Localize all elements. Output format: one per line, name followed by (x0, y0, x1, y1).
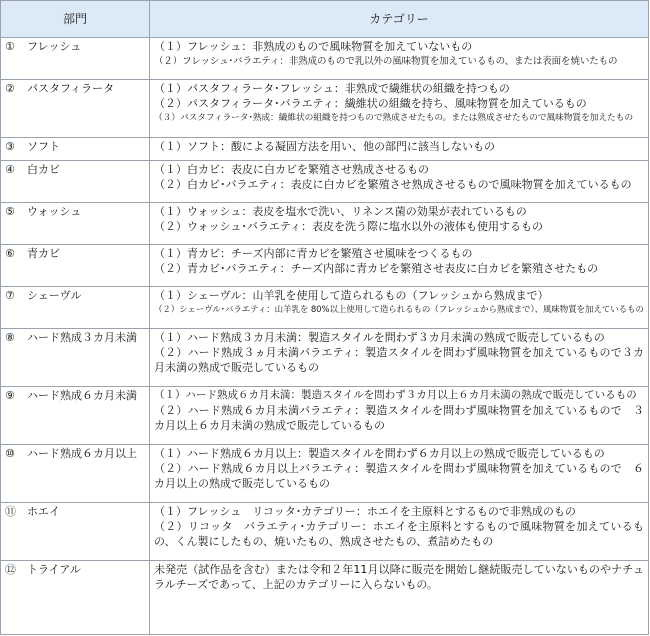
category-cell (1, 387, 150, 445)
description-line: （１）ハード熟成６カ月以上：製造スタイルを問わず６カ月以上の熟成で販売しているもの (154, 447, 605, 460)
description-cell (150, 245, 649, 287)
description-line: （２）ウォッシュ･バラエティ：表皮を洗う際に塩水以外の液体も使用するもの (154, 220, 543, 233)
row-number: ⑧ (5, 331, 15, 344)
row-number: ⑩ (5, 447, 15, 460)
description-cell (150, 38, 649, 80)
description-cell (150, 161, 649, 203)
category-name: 青カビ (27, 247, 60, 260)
table-row (1, 329, 649, 387)
description-line: （２）パスタフィラータ･バラエティ：繊維状の組織を持ち、風味物質を加えているもの (154, 97, 587, 110)
description-line: （２）白カビ･バラエティ：表皮に白カビを繁殖させ熟成させるもので風味物質を加えているもの (154, 178, 632, 191)
category-name: ハード熟成３カ月未満 (27, 331, 137, 344)
row-number: ③ (5, 140, 15, 153)
description-line: （１）ハード熟成３カ月未満：製造スタイルを問わず３カ月未満の熟成で販売しているもの (154, 331, 605, 344)
category-cell (1, 138, 150, 161)
category-cell (1, 329, 150, 387)
table-row (1, 287, 649, 329)
description-cell (150, 329, 649, 387)
category-name: パスタフィラータ (27, 82, 115, 95)
table-row (1, 561, 649, 635)
description-line: （１）青カビ：チーズ内部に青カビを繁殖させ風味をつくるもの (154, 247, 473, 260)
row-number: ⑤ (5, 205, 15, 218)
category-name: ウォッシュ (27, 205, 82, 218)
header-row (1, 1, 649, 38)
table-row (1, 245, 649, 287)
category-cell (1, 245, 150, 287)
category-cell (1, 445, 150, 503)
category-cell (1, 287, 150, 329)
description-line: （１）パスタフィラータ･フレッシュ：非熟成で繊維状の組織を持つもの (154, 82, 510, 95)
description-cell (150, 561, 649, 635)
description-line: （１）フレッシュ：非熟成のもので風味物質を加えていないもの (154, 40, 473, 53)
category-name: ソフト (27, 140, 60, 153)
table-row (1, 138, 649, 161)
row-number: ⑪ (5, 505, 16, 518)
category-name: ハード熟成６カ月未満 (27, 389, 137, 402)
description-cell (150, 445, 649, 503)
description-cell (150, 503, 649, 561)
row-number: ⑥ (5, 247, 15, 260)
category-cell (1, 503, 150, 561)
description-line: （３）パスタフィラータ･熟成：繊維状の組織を持つもので熟成させたもの。または熟成させたもので風味物質を加えたもの (154, 113, 633, 123)
table-row (1, 445, 649, 503)
description-line: （１）シェーヴル：山羊乳を使用して造られるもの（フレッシュから熟成まで） (154, 289, 549, 302)
category-cell (1, 203, 150, 245)
row-number: ① (5, 40, 15, 53)
category-cell (1, 80, 150, 138)
category-cell (1, 161, 150, 203)
table-row (1, 80, 649, 138)
description-cell (150, 387, 649, 445)
description-line: （１）フレッシュ リコッタ･カテゴリー：ホエイを主原料とするもので非熟成のもの (154, 505, 576, 518)
table-row (1, 38, 649, 80)
description-line: （２）フレッシュ･バラエティ：非熟成のもので乳以外の風味物質を加えているもの、または表面を焼いたもの (154, 56, 618, 67)
category-cell (1, 561, 150, 635)
row-number: ⑦ (5, 289, 15, 302)
description-line: （２）ハード熟成６カ月以上バラエティ：製造スタイルを問わず風味物質を加えているもので ６カ月以上の熟成で販売しているもの (154, 462, 644, 490)
description-line: （２）シェーヴル･バラエティ：山羊乳を 80%以上使用して造られるもの（フレッシュから熟成まで）、風味物質を加えているもの (154, 305, 644, 315)
description-line: （１）ウォッシュ：表皮を塩水で洗い、リネンス菌の効果が表れているもの (154, 205, 527, 218)
description-line: （２）ハード熟成６カ月未満バラエティ：製造スタイルを問わず風味物質を加えているもので ３カ月以上６カ月未満の熟成で販売しているもの (154, 404, 644, 432)
header-category: 部門 (1, 1, 150, 38)
row-number: ② (5, 82, 15, 95)
table-row (1, 387, 649, 445)
category-name: 白カビ (27, 163, 60, 176)
description-line: （１）白カビ：表皮に白カビを繁殖させ熟成させるもの (154, 163, 429, 176)
description-line: 未発売（試作品を含む）または令和２年11月以降に販売を開始し継続販売していないものやナチュラルチーズであって、上記のカテゴリーに入らないもの。 (154, 563, 644, 591)
description-line: （１）ソフト：酸による凝固方法を用い、他の部門に該当しないもの (154, 140, 495, 153)
table-row (1, 503, 649, 561)
category-name: シェーヴル (27, 289, 82, 302)
row-number: ⑨ (5, 389, 15, 402)
table-row (1, 203, 649, 245)
category-name: フレッシュ (27, 40, 82, 53)
description-cell (150, 287, 649, 329)
description-cell (150, 80, 649, 138)
description-cell (150, 138, 649, 161)
category-name: トライアル (27, 563, 81, 576)
description-line: （２）リコッタ バラエティ･カテゴリー：ホエイを主原料とするもので風味物質を加えているもの、くん製にしたもの、焼いたもの、熟成させたもの、煮詰めたもの (154, 520, 644, 548)
description-line: （１）ハード熟成６カ月未満：製造スタイルを問わず３カ月以上６カ月未満の熟成で販売しているもの (154, 389, 637, 401)
category-name: ホエイ (27, 505, 60, 518)
category-name: ハード熟成６カ月以上 (27, 447, 137, 460)
row-number: ④ (5, 163, 15, 176)
description-cell (150, 203, 649, 245)
row-number: ⑫ (5, 563, 16, 576)
category-cell (1, 38, 150, 80)
description-line: （２）青カビ･バラエティ：チーズ内部に青カビを繁殖させ表皮に白カビを繁殖させたもの (154, 262, 599, 275)
description-line: （２）ハード熟成３ヵ月未満バラエティ：製造スタイルを問わず風味物質を加えているもので３カ月未満の熟成で販売しているもの (154, 346, 644, 374)
header-description: カテゴリー (150, 1, 649, 38)
table-row (1, 161, 649, 203)
